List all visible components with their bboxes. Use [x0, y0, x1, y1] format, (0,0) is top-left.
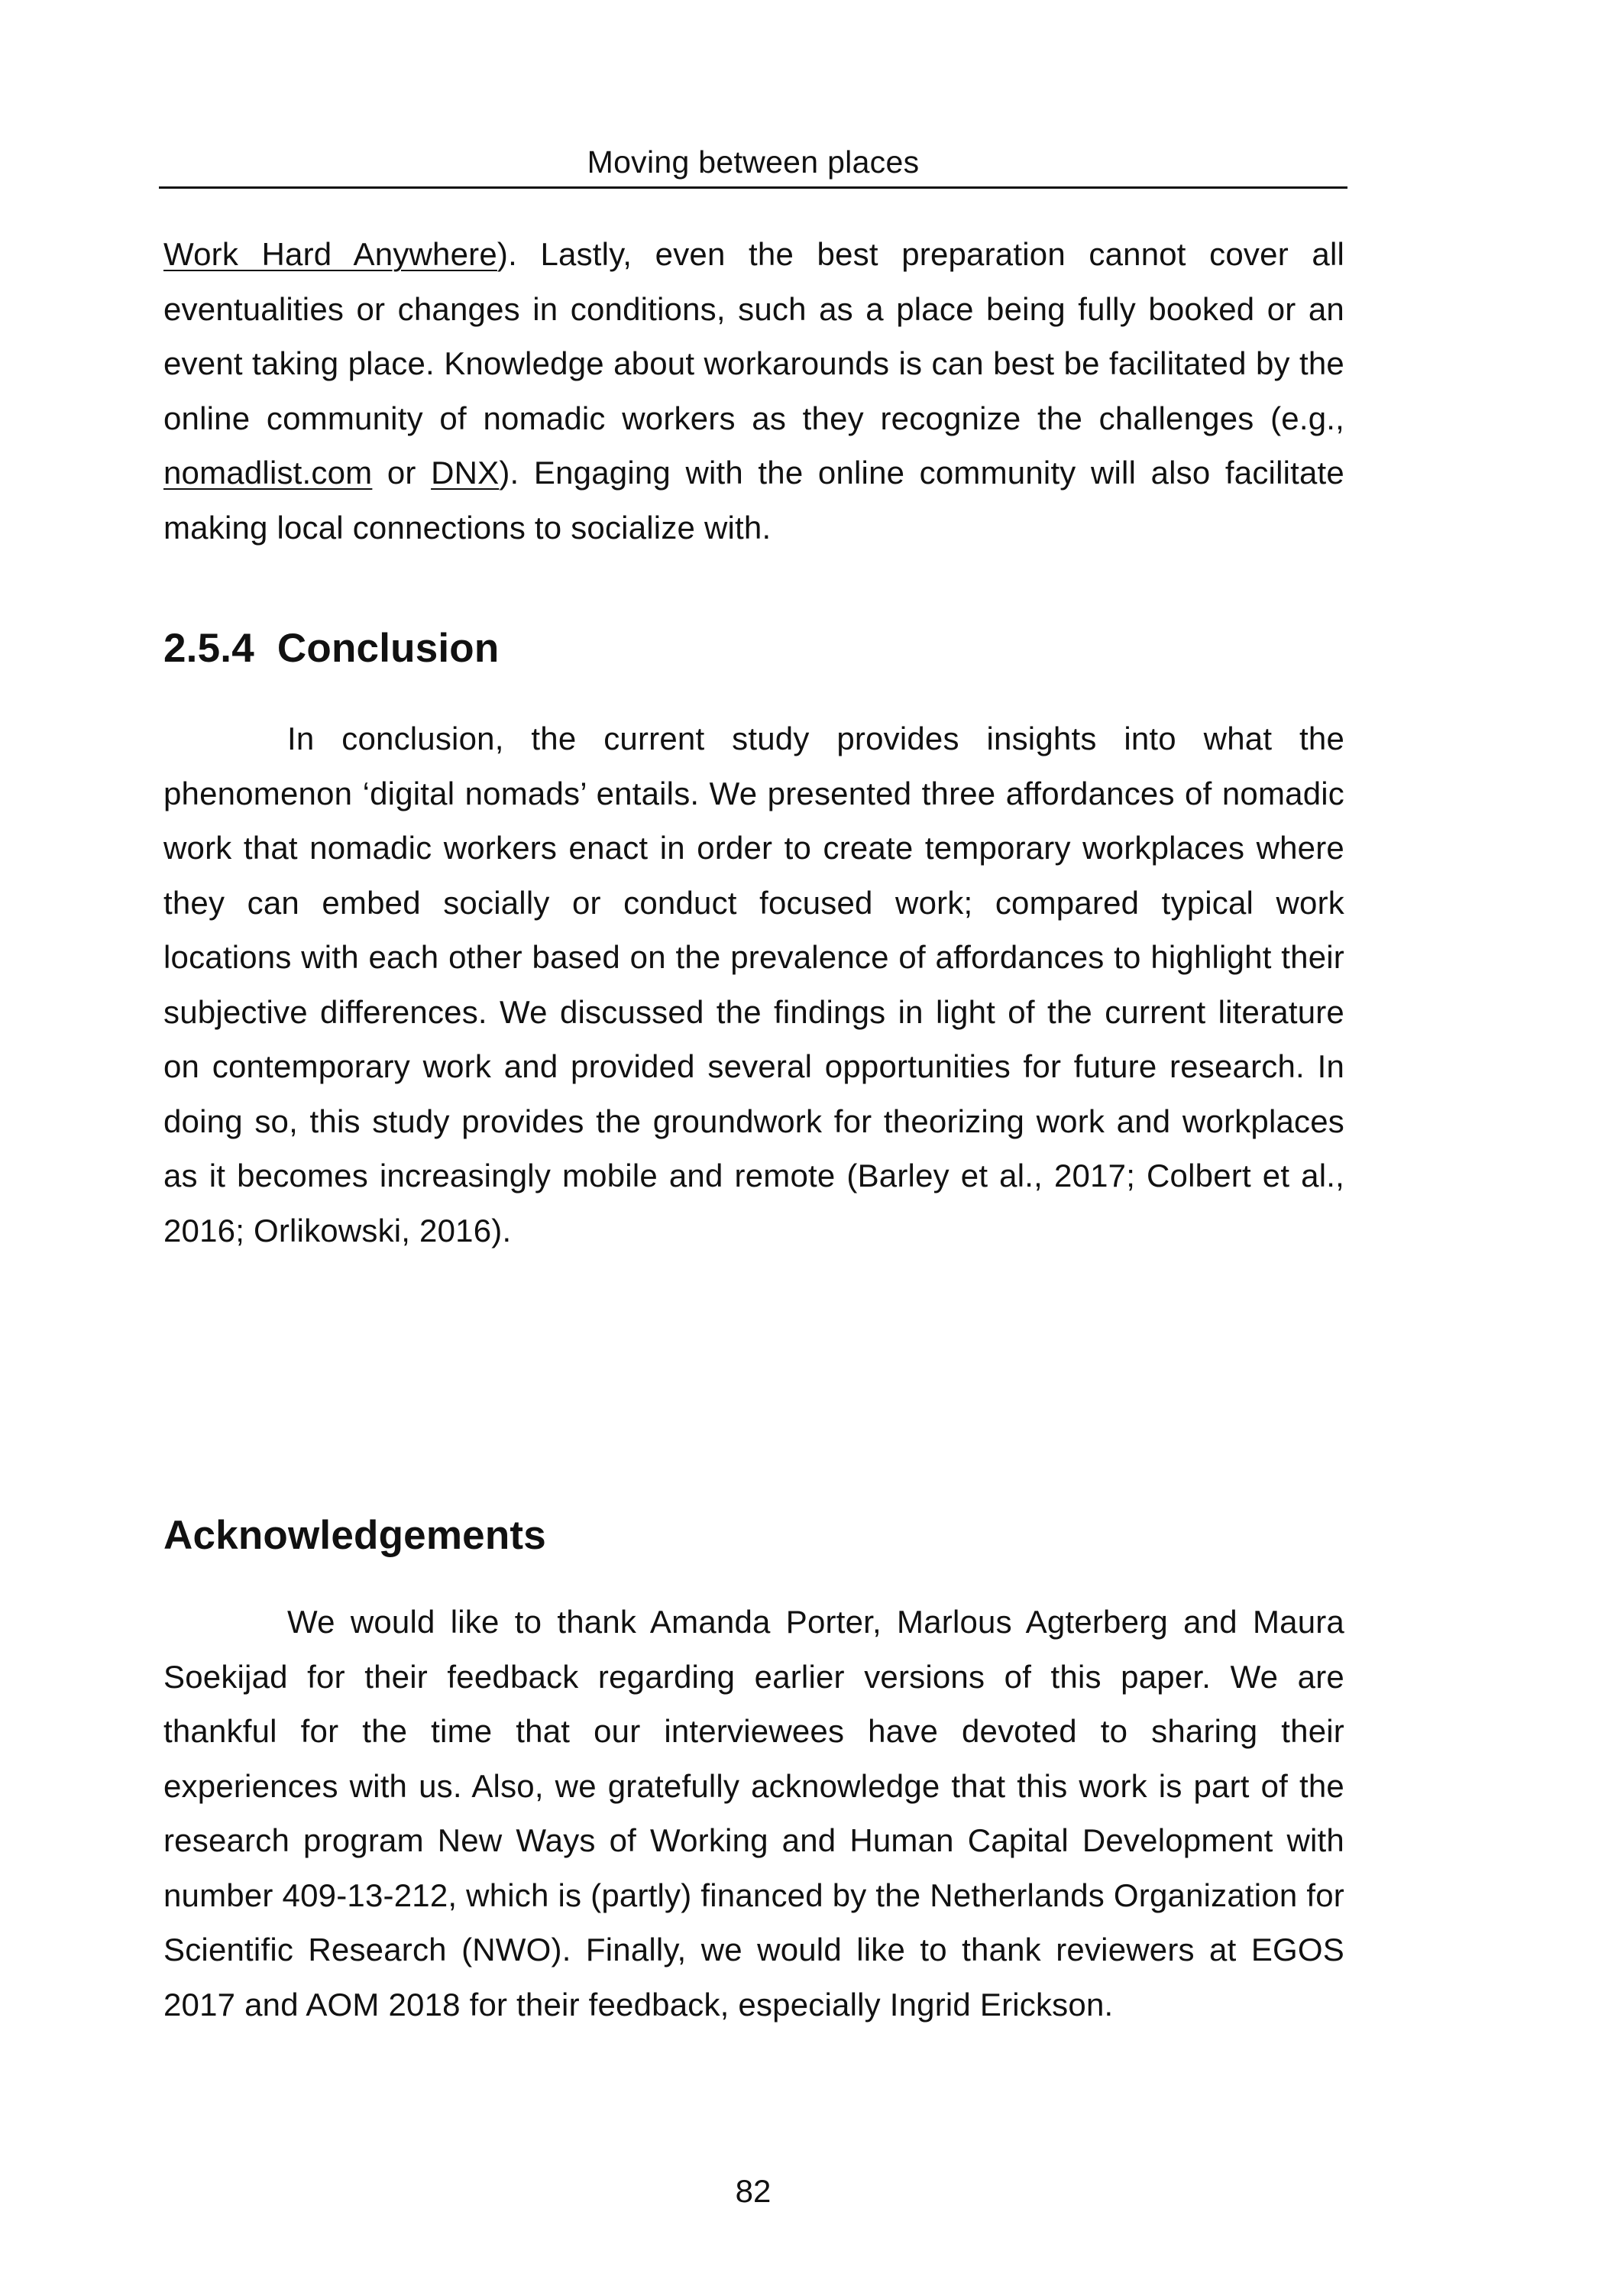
acknowledgements-text: We would like to thank Amanda Porter, Marlous Agterberg and Maura Soekijad for their feedback regarding earlier versions of this paper. We are thankful for the time that our interviewees have devoted to sharing their experiences with us. Also, we gratefully acknowledge that this work is part of the research program New Ways of Working and Human Capital Development with number 409-13-212, which is (partly) financed by the Netherlands Organization for Scientific Research (NWO). Finally, we would like to thank reviewers at EGOS 2017 and AOM 2018 for their feedback, especially Ingrid Erickson.: [163, 1604, 1344, 2023]
header-rule: [159, 186, 1347, 189]
conclusion-heading: [163, 622, 499, 675]
conclusion-paragraph: [163, 711, 1344, 1258]
nomadlist-link[interactable]: nomadlist.com: [163, 455, 373, 491]
dnx-link[interactable]: DNX: [431, 455, 500, 491]
intro-text-1: ). Lastly, even the best preparation cannot cover all eventualities or changes in conditions, such as a place being fully booked or an event taking place. Knowledge about workarounds is can best be facilitated by the online community of nomadic workers as they recognize the challenges (e.g.,: [163, 236, 1345, 436]
section-title: Conclusion: [277, 626, 500, 671]
section-number: 2.5.4: [163, 626, 254, 671]
acknowledgements-heading: Acknowledgements: [163, 1513, 546, 1558]
intro-text-3: ). Engaging with the online community will also facilitate making local connections to socialize with.: [163, 455, 1344, 546]
page-number: 82: [735, 2173, 772, 2209]
work-hard-anywhere-link[interactable]: Work Hard Anywhere: [163, 236, 497, 272]
running-header: Moving between places: [587, 144, 920, 180]
intro-paragraph: [163, 227, 1344, 555]
intro-text-2: or: [372, 455, 432, 491]
acknowledgements-paragraph: [163, 1595, 1344, 2032]
conclusion-text: In conclusion, the current study provides insights into what the phenomenon ‘digital nomads’ entails. We presented three affordances of nomadic work that nomadic workers enact in order to create temporary workplaces where they can embed socially or conduct focused work; compared typical work locations with each other based on the prevalence of affordances to highlight their subjective differences. We discussed the findings in light of the current literature on contemporary work and provided several opportunities for future research. In doing so, this study provides the groundwork for theorizing work and workplaces as it becomes increasingly mobile and remote (Barley et al., 2017; Colbert et al., 2016; Orlikowski, 2016).: [163, 721, 1344, 1249]
